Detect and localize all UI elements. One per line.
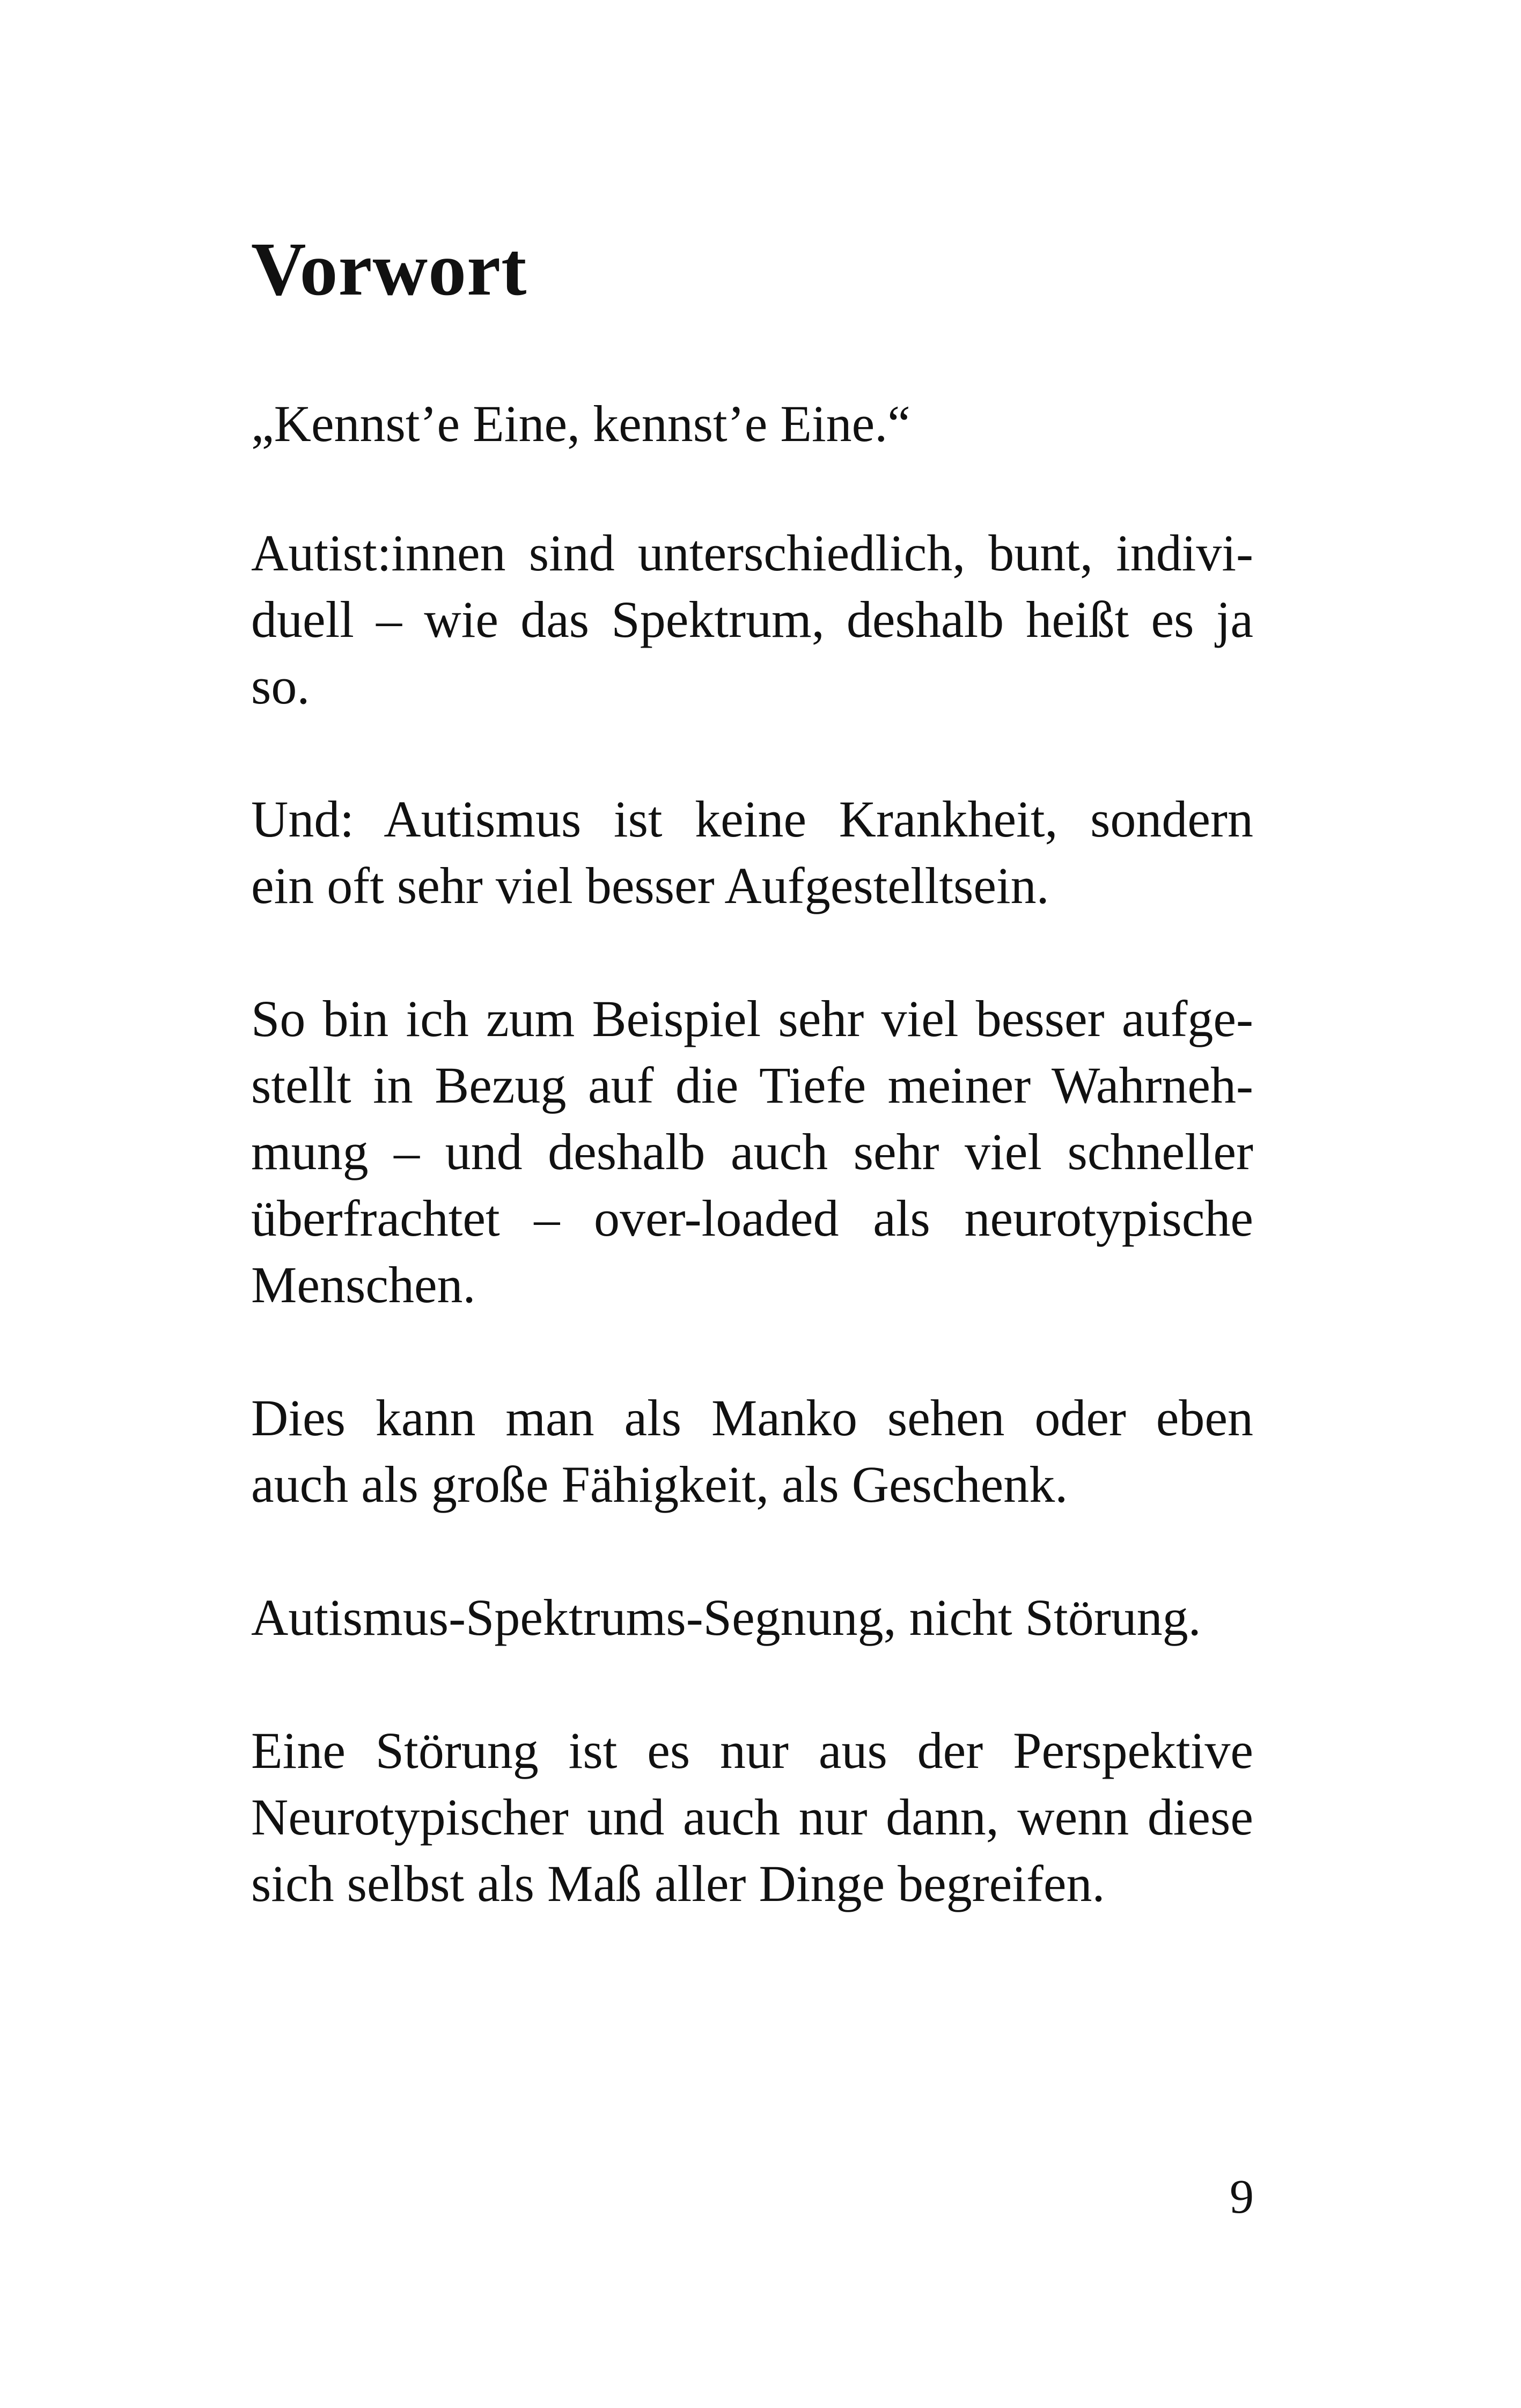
text-line: Autist:innen sind unterschiedlich, bunt, indivi- <box>251 524 1253 582</box>
paragraph-diversity <box>251 520 1253 720</box>
text-line: duell – wie das Spektrum, deshalb heißt es ja <box>251 591 1253 648</box>
paragraph-perception <box>251 986 1253 1318</box>
text-line: Dies kann man als Manko sehen oder eben <box>251 1389 1253 1447</box>
text-line: stellt in Bezug auf die Tiefe meiner Wahrneh- <box>251 1056 1253 1114</box>
text-line: Und: Autismus ist keine Krankheit, sondern <box>251 790 1253 848</box>
text-line: „Kennst’e Eine, kennst’e Eine.“ <box>251 395 910 452</box>
page-number: 9 <box>1230 2170 1254 2223</box>
text-line: Eine Störung ist es nur aus der Perspektive <box>251 1722 1253 1779</box>
paragraph-quote <box>251 391 1253 457</box>
text-line: So bin ich zum Beispiel sehr viel besser aufge- <box>251 990 1253 1047</box>
text-line: Menschen. <box>251 1256 476 1313</box>
text-line: auch als große Fähigkeit, als Geschenk. <box>251 1456 1068 1513</box>
text-line: ein oft sehr viel besser Aufgestelltsein. <box>251 857 1049 914</box>
text-line: Neurotypischer und auch nur dann, wenn diese <box>251 1788 1253 1846</box>
paragraph-blessing <box>251 1584 1253 1651</box>
paragraph-perspective <box>251 1717 1253 1917</box>
text-line: sich selbst als Maß aller Dinge begreifen. <box>251 1855 1105 1912</box>
text-line: so. <box>251 657 310 715</box>
paragraph-not-illness <box>251 786 1253 919</box>
text-line: überfrachtet – over-loaded als neurotypische <box>251 1190 1253 1247</box>
text-line: Autismus-Spektrums-Segnung, nicht Störung. <box>251 1589 1201 1646</box>
text-line: mung – und deshalb auch sehr viel schneller <box>251 1123 1253 1180</box>
paragraph-gift <box>251 1385 1253 1518</box>
chapter-title: Vorwort <box>251 226 527 311</box>
